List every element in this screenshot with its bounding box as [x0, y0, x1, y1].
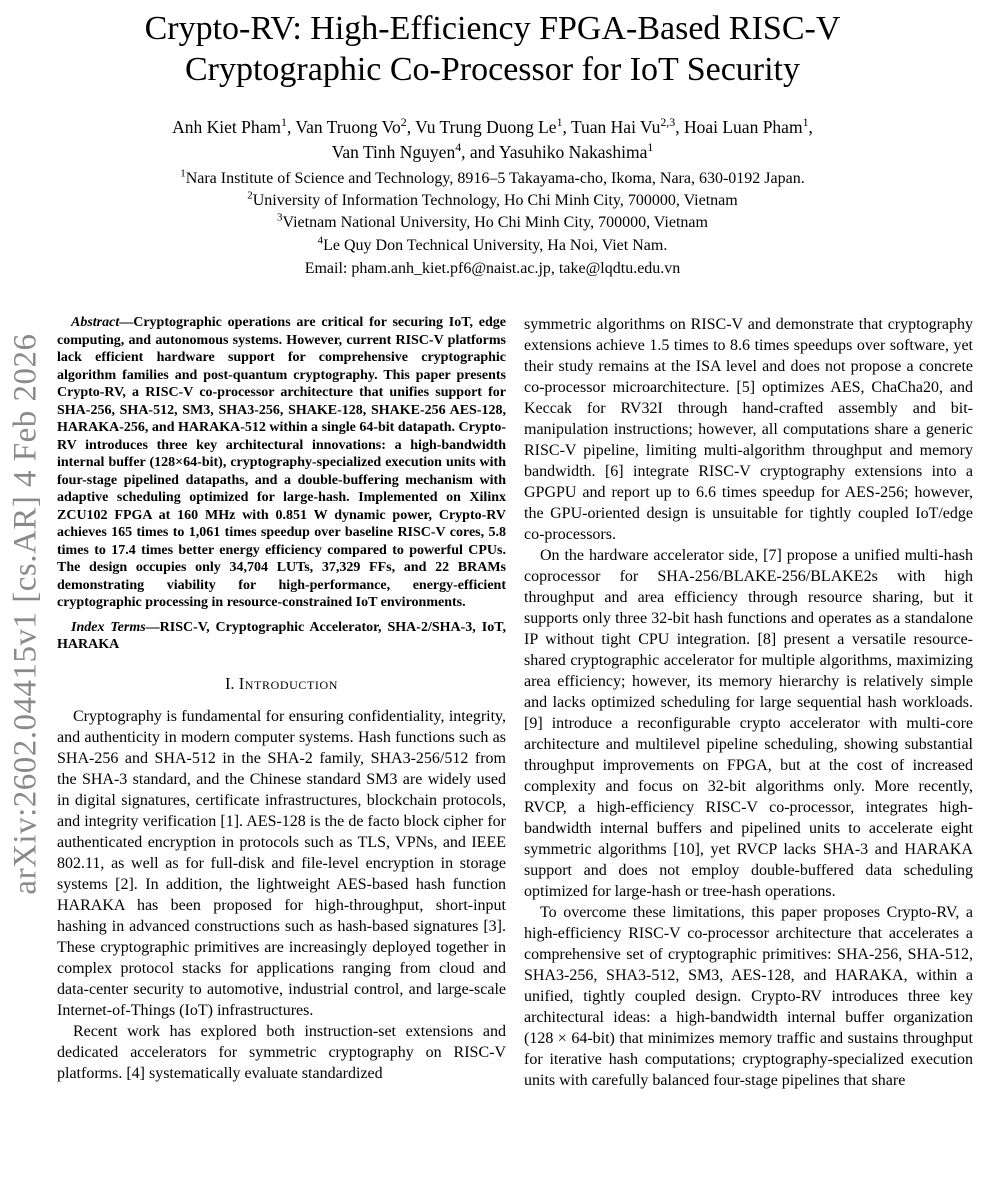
index-terms-text: RISC-V, Cryptographic Accelerator, SHA-2/SHA-3, IoT, HARAKA: [57, 619, 506, 653]
index-terms: [57, 619, 506, 654]
right-column: [524, 314, 973, 1091]
author-affiliation-superscript: 1: [556, 115, 563, 130]
author-name: Tuan Hai Vu: [570, 116, 661, 137]
author-list: [0, 115, 985, 165]
email-line: Email: pham.anh_kiet.pf6@naist.ac.jp, take@lqdtu.edu.vn: [304, 260, 681, 278]
author-name: Vu Trung Duong Le: [415, 116, 557, 137]
author-line-2: [0, 140, 985, 165]
index-terms-label: Index Terms: [71, 619, 146, 635]
section-number: I.: [224, 673, 235, 693]
affiliation-text: Le Quy Don Technical University, Ha Noi, Viet Nam.: [323, 236, 668, 254]
affiliation-text: University of Information Technology, Ho Chi Minh City, 700000, Vietnam: [252, 192, 738, 210]
affiliation-superscript: 3: [277, 212, 283, 225]
author-separator: ,: [406, 116, 416, 137]
affiliation-superscript: 4: [317, 234, 324, 247]
author-affiliation-superscript: 1: [802, 115, 809, 130]
affiliation-text: Nara Institute of Science and Technology, 8916–5 Takayama-cho, Ikoma, Nara, 630-0192 Japan.: [185, 169, 805, 187]
author-name: Yasuhiko Nakashima: [498, 141, 648, 162]
author-name: Anh Kiet Pham: [172, 116, 281, 137]
author-name: Hoai Luan Pham: [683, 116, 803, 137]
paper-title: [0, 8, 985, 91]
abstract-label: Abstract: [71, 315, 120, 331]
intro-paragraph-1: Cryptography is fundamental for ensuring confidentiality, integrity, and authenticity in modern computer systems. Hash functions such as SHA-256 and SHA-512 in the SHA-2 family, SHA3-256/512 from the SHA-3 standard, and the Chinese standard SM3 are widely used in digital signatures, certificate infrastructures, blockchain protocols, and integrity verification [1]. AES-128 is the de facto block cipher for authenticated encryption in protocols such as TLS, VPNs, and IEEE 802.11, as well as for full-disk and file-level encryption in storage systems [2]. In addition, the lightweight AES-based hash function HARAKA has been proposed for high-throughput, short-input hashing in advanced constructions such as hash-based signatures [3]. These cryptographic primitives are increasingly deployed together in complex protocol stacks for applications ranging from cloud and data-center security to automotive, industrial control, and large-scale Internet-of-Things (IoT) infrastructures.: [57, 707, 506, 1019]
abstract-dash: —: [119, 315, 134, 331]
author-separator: , and: [461, 141, 499, 162]
affiliation-line: [0, 168, 985, 190]
right-column-paragraph-1: symmetric algorithms on RISC-V and demonstrate that cryptography extensions achieve 1.5 times to 8.6 times speedups over software, yet their study remains at the ISA level and does not propose a concrete co-processor microarchitecture. [5] optimizes AES, ChaCha20, and Keccak for RV32I through hand-crafted assembly and bit-manipulation instructions; however, all computations share a generic RISC-V pipeline, limiting multi-algorithm throughput and memory bandwidth. [6] integrate RISC-V cryptography extensions into a GPGPU and report up to 6.6 times speedup for AES-256; however, the GPU-oriented design is unsuitable for tightly coupled IoT/edge co-processors.: [524, 316, 973, 544]
author-name: Van Tinh Nguyen: [331, 141, 456, 162]
section-heading-introduction: [57, 674, 506, 694]
author-separator: ,: [286, 116, 296, 137]
right-column-paragraph-2: On the hardware accelerator side, [7] propose a unified multi-hash coprocessor for SHA-256/BLAKE-256/BLAKE2s with high throughput and area efficiency through resource sharing, but it supports only three 32-bit hash functions and operates as a standalone IP without tight CPU integration. [8] present a versatile resource-shared cryptographic accelerator for multiple algorithms, maximizing area efficiency; however, its memory hierarchy is relatively simple and lacks optimized scheduling for large sequential hash workloads. [9] introduce a reconfigurable crypto accelerator with multi-core architecture and multilevel pipeline scheduling, showing substantial throughput improvements on FPGA, but at the cost of increased complexity and focus on 32-bit algorithms only. More recently, RVCP, a high-efficiency RISC-V co-processor, integrates high-bandwidth internal buffers and pipelined units to accelerate eight symmetric algorithms [10], yet RVCP lacks SHA-3 and HARAKA support and does not employ double-buffered data scheduling optimized for large-hash or tree-hash operations.: [524, 547, 973, 901]
author-affiliation-superscript: 2: [400, 115, 407, 130]
affiliation-line: [0, 190, 985, 212]
affiliation-list: [0, 168, 985, 258]
author-separator: ,: [675, 116, 684, 137]
two-column-body: [0, 314, 985, 1091]
affiliation-superscript: 2: [247, 189, 253, 202]
author-separator: ,: [808, 116, 813, 137]
author-name: Van Truong Vo: [295, 116, 401, 137]
paper-title-line-1: Crypto-RV: High-Efficiency FPGA-Based RISC-V: [144, 10, 841, 47]
right-column-paragraph-3: To overcome these limitations, this paper proposes Crypto-RV, a high-efficiency RISC-V co-processor architecture that accelerates a comprehensive set of cryptographic primitives: SHA-256, SHA-512, SHA3-256, SHA3-512, SM3, AES-128, and HARAKA, within a unified, tightly coupled design. Crypto-RV introduces three key architectural ideas: a high-bandwidth internal buffer organization (128 × 64-bit) that minimizes memory traffic and sustains throughput for iterative hash computations; cryptography-specialized execution units with carefully balanced four-stage pipelines that share: [524, 904, 973, 1090]
intro-paragraph-2: Recent work has explored both instruction-set extensions and dedicated accelerators for symmetric cryptography on RISC-V platforms. [4] systematically evaluate standardized: [57, 1022, 506, 1082]
paper-title-line-2: Cryptographic Co-Processor for IoT Security: [184, 51, 801, 89]
affiliation-line: [0, 212, 985, 234]
author-affiliation-superscript: 1: [281, 115, 287, 130]
author-affiliation-superscript: 2,3: [660, 115, 676, 130]
arxiv-watermark: arXiv:2602.04415v1 [cs.AR] 4 Feb 2026: [7, 333, 44, 895]
affiliation-text: Vietnam National University, Ho Chi Minh City, 700000, Vietnam: [282, 214, 708, 232]
affiliation-superscript: 1: [180, 167, 186, 180]
abstract: [57, 314, 506, 612]
affiliation-line: [0, 235, 985, 257]
author-separator: ,: [562, 116, 571, 137]
author-affiliation-superscript: 4: [455, 139, 462, 154]
author-affiliation-superscript: 1: [647, 139, 654, 154]
left-column: [57, 314, 506, 1091]
author-line-1: [0, 115, 985, 140]
abstract-text: Cryptographic operations are critical for securing IoT, edge computing, and autonomous systems. However, current RISC-V platforms lack efficient hardware support for comprehensive cryptographic algorithm families and post-quantum cryptography. This paper presents Crypto-RV, a RISC-V co-processor architecture that unifies support for SHA-256, SHA-512, SM3, SHA3-256, SHAKE-128, SHAKE-256 AES-128, HARAKA-256, and HARAKA-512 within a single 64-bit datapath. Crypto-RV introduces three key architectural innovations: a high-bandwidth internal buffer (128×64-bit), cryptography-specialized execution units with four-stage pipelined datapaths, and a double-buffering mechanism with adaptive scheduling optimized for large-hash. Implemented on Xilinx ZCU102 FPGA at 160 MHz with 0.851 W dynamic power, Crypto-RV achieves 165 times to 1,061 times speedup over baseline RISC-V cores, 5.8 times to 17.4 times better energy efficiency compared to powerful CPUs. The design occupies only 34,704 LUTs, 37,329 FFs, and 22 BRAMs demonstrating viability for high-performance, energy-efficient cryptographic processing in resource-constrained IoT environments.: [57, 315, 506, 611]
index-terms-dash: —: [145, 619, 160, 635]
section-title: Introduction: [238, 673, 339, 693]
paper-header: [0, 0, 985, 278]
